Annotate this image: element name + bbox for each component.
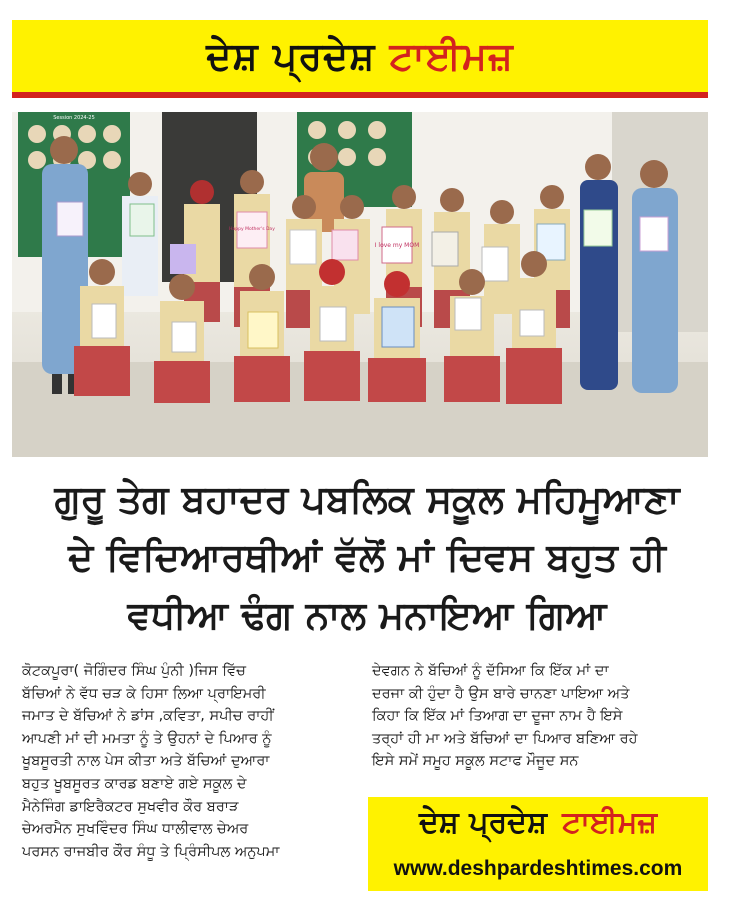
article-line: ਇਸੇ ਸਮੇਂ ਸਮੂਹ ਸਕੂਲ ਸਟਾਫ ਮੌਜੂਦ ਸਨ — [372, 753, 579, 770]
footer-brand-title — [368, 805, 708, 840]
article-line: ਦੇਵਗਨ ਨੇ ਬੱਚਿਆਂ ਨੂੰ ਦੱਸਿਆ ਕਿ ਇੱਕ ਮਾਂ ਦਾ — [372, 663, 609, 679]
masthead-name-red: ਟਾਈਮਜ਼ — [389, 33, 514, 78]
masthead-name-black: ਦੇਸ਼ ਪ੍ਰਦੇਸ਼ — [206, 33, 376, 78]
article-line: ਚੇਅਰਮੈਨ ਸੁਖਵਿੰਦਰ ਸਿੰਘ ਧਾਲੀਵਾਲ ਚੇਅਰ — [22, 821, 249, 838]
headline-line-3: ਵਧੀਆ ਢੰਗ ਨਾਲ ਮਨਾਇਆ ਗਿਆ — [127, 593, 607, 637]
article-line: ਪਰਸਨ ਰਾਜਬੀਰ ਕੌਰ ਸੰਧੂ ਤੇ ਪ੍ਰਿੰਸੀਪਲ ਅਨੁਪਮਾ — [22, 843, 280, 860]
card-text-mothers-day: Happy Mother's Day — [229, 227, 275, 232]
article-column-right — [372, 660, 710, 773]
article-line: ਬਹੁਤ ਖੂਬਸੂਰਤ ਕਾਰਡ ਬਣਾਏ ਗਏ ਸਕੂਲ ਦੇ — [22, 775, 247, 792]
article-line: ਜਮਾਤ ਦੇ ਬੱਚਿਆਂ ਨੇ ਡਾਂਸ ,ਕਵਿਤਾ, ਸਪੀਚ ਰਾਹੀਂ — [22, 708, 274, 725]
student-blue-right-1 — [580, 154, 618, 390]
headline-line-1: ਗੁਰੂ ਤੇਗ ਬਹਾਦਰ ਪਬਲਿਕ ਸਕੂਲ ਮਹਿਮੂਆਣਾ — [54, 477, 680, 521]
banner-session-text: Session 2024-25 — [53, 115, 95, 121]
masthead — [12, 20, 708, 92]
footer-website-link[interactable]: www.deshpardeshtimes.com — [393, 857, 683, 880]
article-line: ਖੂਬਸੂਰਤੀ ਨਾਲ ਪੇਸ ਕੀਤਾ ਅਤੇ ਬੱਚਿਆਂ ਦੁਆਰਾ — [22, 753, 270, 770]
footer-brand-box — [368, 797, 708, 891]
footer-brand-name-black: ਦੇਸ਼ ਪ੍ਰਦੇਸ਼ — [418, 805, 548, 840]
article-line: ਮੈਨੇਜਿੰਗ ਡਾਇਰੈਕਟਰ ਸੁਖਵੀਰ ਕੌਰ ਬਰਾੜ — [22, 798, 239, 815]
students-photo-illustration — [12, 112, 708, 457]
news-photo — [12, 112, 708, 457]
article-line: ਤਰ੍ਹਾਂ ਹੀ ਮਾ ਅਤੇ ਬੱਚਿਆਂ ਦਾ ਪਿਆਰ ਬਣਿਆ ਰਹੇ — [372, 730, 638, 747]
headline — [12, 470, 722, 644]
article-line: ਬੱਚਿਆਂ ਨੇ ਵੱਧ ਚੜ ਕੇ ਹਿਸਾ ਲਿਆ ਪ੍ਰਾਇਮਰੀ — [22, 685, 266, 702]
headline-line-2: ਦੇ ਵਿਦਿਆਰਥੀਆਂ ਵੱਲੋਂ ਮਾਂ ਦਿਵਸ ਬਹੁਤ ਹੀ — [68, 535, 666, 579]
article-line: ਕੋਟਕਪੂਰਾ( ਜੋਗਿੰਦਰ ਸਿੰਘ ਪੁੰਨੀ )ਜਿਸ ਵਿੱਚ — [22, 663, 246, 679]
card-text-mom: I love my MOM — [374, 242, 420, 249]
article-line: ਆਪਣੀ ਮਾਂ ਦੀ ਮਮਤਾ ਨੂੰ ਤੇ ਉਹਨਾਂ ਦੇ ਪਿਆਰ ਨੂੰ — [22, 730, 272, 747]
student-blue-right-2 — [632, 160, 678, 393]
article-line: ਦਰਜਾ ਕੀ ਹੁੰਦਾ ਹੈ ਉਸ ਬਾਰੇ ਚਾਨਣਾ ਪਾਇਆ ਅਤੇ — [372, 685, 630, 702]
masthead-rule — [12, 92, 708, 98]
footer-brand-name-red: ਟਾਈਮਜ਼ — [562, 805, 658, 840]
article-line: ਕਿਹਾ ਕਿ ਇੱਕ ਮਾਂ ਤਿਆਗ ਦਾ ਦੂਜਾ ਨਾਮ ਹੈ ਇਸੇ — [372, 708, 623, 725]
article-column-left — [22, 660, 354, 863]
